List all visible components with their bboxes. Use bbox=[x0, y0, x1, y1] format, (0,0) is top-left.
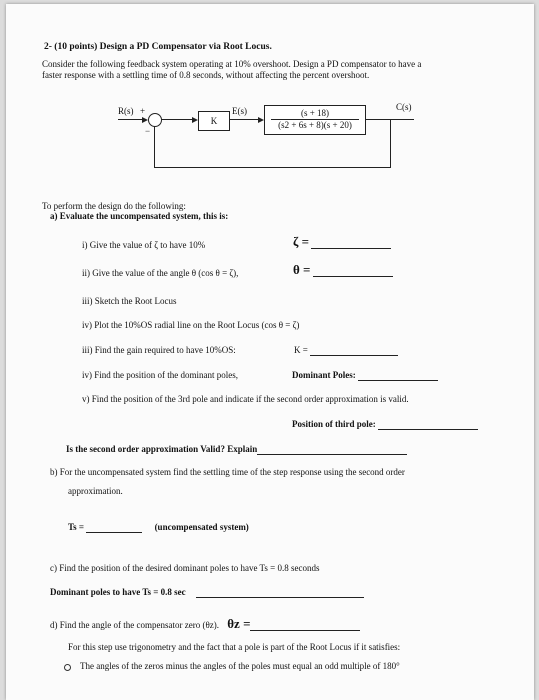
part-b-line2: approximation. bbox=[68, 486, 123, 496]
theta-answer-blank[interactable] bbox=[313, 267, 393, 277]
part-d-line bbox=[50, 618, 360, 631]
dominant-poles-blank[interactable] bbox=[358, 371, 438, 381]
part-a-i-text: i) Give the value of ζ to have 10% bbox=[82, 240, 206, 250]
error-wire bbox=[161, 119, 195, 120]
ts-answer-blank[interactable] bbox=[86, 523, 142, 533]
steps-intro: To perform the design do the following: bbox=[42, 201, 186, 211]
feedback-wire-left bbox=[154, 126, 155, 168]
part-a-iii-gain-text: iii) Find the gain required to have 10%OS: bbox=[82, 345, 236, 355]
theta-symbol: θ = bbox=[293, 262, 311, 277]
zeta-answer bbox=[293, 236, 391, 249]
theta-z-blank[interactable] bbox=[250, 621, 360, 631]
plant-denominator: (s2 + 6s + 8)(s + 20) bbox=[278, 120, 352, 130]
part-d-note: For this step use trigonometry and the fact that a pole is part of the Root Locus if it satisfies: bbox=[68, 642, 401, 652]
output-wire bbox=[365, 119, 391, 120]
feedback-wire-bottom bbox=[154, 167, 391, 168]
plant-transfer-function-block bbox=[264, 105, 366, 135]
part-a-iii-sketch-text: iii) Sketch the Root Locus bbox=[82, 296, 177, 306]
ts-note: (uncompensated system) bbox=[154, 522, 249, 532]
desired-poles-blank[interactable] bbox=[196, 588, 364, 598]
zeta-answer-blank[interactable] bbox=[311, 239, 391, 249]
gain-symbol: K = bbox=[294, 345, 308, 355]
plant-numerator: (s + 18) bbox=[300, 108, 330, 118]
part-d-text: d) Find the angle of the compensator zero (θz). bbox=[50, 620, 220, 630]
feedback-wire-right bbox=[390, 119, 391, 167]
input-label: R(s) bbox=[118, 106, 134, 116]
desired-poles-label: Dominant poles to have Ts = 0.8 sec bbox=[50, 587, 186, 597]
part-a-title: a) Evaluate the uncompensated system, this is: bbox=[50, 211, 229, 221]
worksheet-page bbox=[6, 4, 534, 700]
dominant-poles-answer bbox=[292, 370, 438, 381]
part-a-ii-text: ii) Give the value of the angle θ (cos θ = ζ), bbox=[82, 268, 239, 278]
part-a-iv-dominant-text: iv) Find the position of the dominant poles, bbox=[82, 370, 238, 380]
part-c-line: c) Find the position of the desired dominant poles to have Ts = 0.8 seconds bbox=[50, 563, 320, 573]
dominant-poles-label: Dominant Poles: bbox=[292, 370, 356, 380]
hollow-bullet-icon bbox=[64, 664, 71, 671]
summer-minus-sign: − bbox=[145, 126, 151, 136]
third-pole-answer bbox=[292, 419, 478, 430]
part-a-v-third-text: v) Find the position of the 3rd pole and indicate if the second order approximation is valid. bbox=[82, 394, 409, 404]
zeta-symbol: ζ = bbox=[293, 234, 310, 249]
settling-time-answer bbox=[68, 522, 249, 533]
error-signal-label: E(s) bbox=[232, 106, 247, 116]
problem-intro-line1: Consider the following feedback system operating at 10% overshoot. Design a PD compensator to have a bbox=[42, 59, 422, 69]
theta-z-symbol: θz = bbox=[227, 616, 251, 631]
problem-intro-line2: faster response with a settling time of 0.8 seconds, without affecting the percent overshoot. bbox=[42, 70, 370, 80]
part-b-line1: b) For the uncompensated system find the settling time of the step response using the second order bbox=[50, 467, 405, 477]
gain-label: K bbox=[210, 116, 218, 126]
valid-approximation-question bbox=[66, 444, 407, 455]
summing-junction bbox=[148, 113, 162, 127]
gain-answer-blank[interactable] bbox=[310, 346, 398, 356]
part-a-iv-plot-text: iv) Plot the 10%OS radial line on the Root Locus (cos θ = ζ) bbox=[82, 320, 300, 330]
valid-approximation-blank[interactable] bbox=[257, 445, 407, 455]
output-label: C(s) bbox=[396, 102, 412, 112]
valid-approximation-label: Is the second order approximation Valid? Explain bbox=[66, 444, 258, 454]
theta-answer bbox=[293, 264, 393, 277]
gain-answer bbox=[294, 345, 398, 356]
output-stub bbox=[390, 119, 414, 120]
problem-header: 2- (10 points) Design a PD Compensator via Root Locus. bbox=[44, 42, 272, 52]
summer-plus-sign: + bbox=[140, 106, 146, 116]
part-d-bullet: The angles of the zeros minus the angles of the poles must equal an odd multiple of 180° bbox=[80, 661, 400, 671]
gain-block bbox=[198, 111, 230, 131]
ts-label: Ts = bbox=[68, 522, 85, 532]
desired-poles-answer bbox=[50, 587, 364, 598]
third-pole-blank[interactable] bbox=[378, 420, 478, 430]
third-pole-label: Position of third pole: bbox=[292, 419, 376, 429]
block-diagram bbox=[118, 100, 418, 180]
